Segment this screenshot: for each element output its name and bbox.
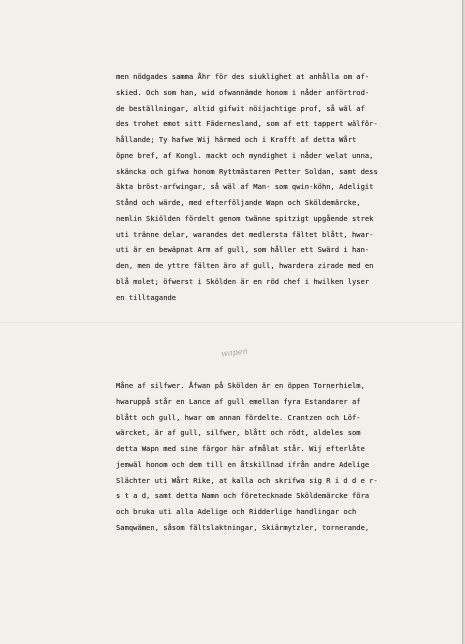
text-line: Måne af silfwer. Åfwan på Skölden är en öppen Tornerhielm, — [116, 381, 365, 390]
text-line: skied. Och som han, wid ofwannämde honom i nåder anförtrod- — [116, 87, 370, 97]
text-line: Slächter uti Wårt Rike, at kalla och skrifwa sig R i d d e r- — [116, 475, 378, 485]
text-line: detta Wapn med sine färgor här afmålat står. Wij efterlåte — [116, 444, 365, 453]
paragraph-2 — [116, 378, 446, 536]
page-fold — [0, 322, 462, 323]
text-line: nemlin Skiölden fördelt genom twänne spitzigt upgående strek — [116, 213, 374, 223]
text-line: de beställningar, altid gifwit nöijachtige prof, så wäl af — [116, 103, 365, 113]
text-line: Stånd och wärde, med efterföljande Wapn och Sköldemärcke, — [116, 198, 361, 207]
text-line: den, men de yttre fälten äro af gull, hwardera zirade med en — [116, 261, 374, 270]
text-line: s t a d, samt detta Namn och företecknade Sköldemärcke föra — [116, 491, 370, 501]
paragraph-1 — [116, 69, 446, 305]
text-line: blå molet; öfwerst i Skölden är en röd chef i hwilken lyser — [116, 276, 370, 286]
text-line: hållande; Ty hafwe Wij härmed och i Krafft af detta Wårt — [116, 135, 357, 144]
text-line: wärcket, är af gull, silfwer, blått och rödt, aldeles som — [116, 428, 361, 438]
text-line: hwaruppå står en Lance af gull emellan fyra Estandarer af — [116, 396, 361, 406]
text-line: uti är en bewäpnat Arm af gull, som håller ett Swärd i han- — [116, 245, 370, 255]
text-line: öpne bref, af Kongl. mackt och myndighet i nåder welat unna, — [116, 150, 374, 160]
text-line: äkta bröst-arfwingar, så wäl af Man- som qwin-köhn, Adeligit — [116, 182, 374, 192]
pencil-annotation: wapen — [220, 346, 249, 359]
text-line: skäncka och gifwa honom Ryttmästaren Petter Soldan, samt dess — [116, 166, 378, 176]
text-line: en tilltagande — [116, 292, 177, 302]
text-line: blått och gull, hwar om annan fördelte. Crantzen och Löf- — [116, 412, 361, 422]
text-line: des trohet emot sitt Fädernesland, som af ett tappert wälför- — [116, 119, 378, 129]
text-line: jemwäl honom och dem till en åtskillnad ifrån andre Adelige — [116, 459, 370, 469]
text-line: Samqwämen, såsom fältslaktningar, Skiärmytzler, tornerande, — [116, 522, 370, 532]
text-line: uti tränne delar, warandes det medlersta fältet blått, hwar- — [116, 229, 374, 239]
text-line: men nödgades samma Åhr för des siuklighet at anhålla om af- — [116, 72, 370, 81]
text-line: och bruka uti alla Adelige och Ridderlige handlingar och — [116, 507, 357, 516]
